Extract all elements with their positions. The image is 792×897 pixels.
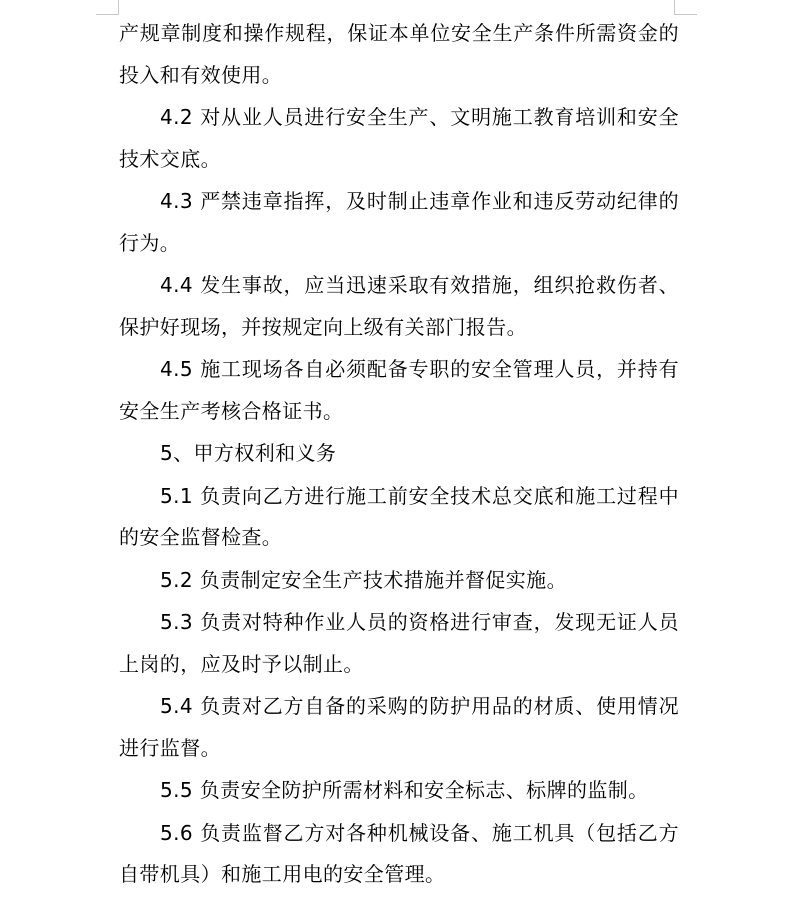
section-heading-5: 5、甲方权利和义务 [160, 441, 337, 465]
paragraph-5-3: 5.3 负责对特种作业人员的资格进行审查，发现无证人员上岗的，应及时予以制止。 [119, 610, 679, 676]
paragraph-5-2: 5.2 负责制定安全生产技术措施并督促实施。 [160, 567, 567, 592]
paragraph-5-5: 5.5 负责安全防护所需材料和安全标志、标牌的监制。 [160, 778, 649, 802]
paragraph-5-6: 5.6 负责监督乙方对各种机械设备、施工机具（包括乙方自带机具）和施工用电的安全管理。 [119, 820, 679, 886]
document-body[interactable] [119, 13, 679, 897]
paragraph-5-1: 5.1 负责向乙方进行施工前安全技术总交底和施工过程中的安全监督检查。 [119, 483, 679, 549]
paragraph-4-4: 4.4 发生事故，应当迅速采取有效措施，组织抢救伤者、保护好现场，并按规定向上级有关部门报告。 [119, 273, 679, 339]
paragraph-5-4: 5.4 负责对乙方自备的采购的防护用品的材质、使用情况进行监督。 [119, 694, 679, 760]
margin-corner-mark-left [96, 0, 119, 15]
paragraph-continuation: 产规章制度和操作规程，保证本单位安全生产条件所需资金的投入和有效使用。 [119, 21, 679, 87]
paragraph-4-3: 4.3 严禁违章指挥，及时制止违章作业和违反劳动纪律的行为。 [119, 189, 679, 255]
paragraph-4-5: 4.5 施工现场各自必须配备专职的安全管理人员，并持有安全生产考核合格证书。 [119, 357, 679, 423]
paragraph-4-2: 4.2 对从业人员进行安全生产、文明施工教育培训和安全技术交底。 [119, 105, 679, 171]
